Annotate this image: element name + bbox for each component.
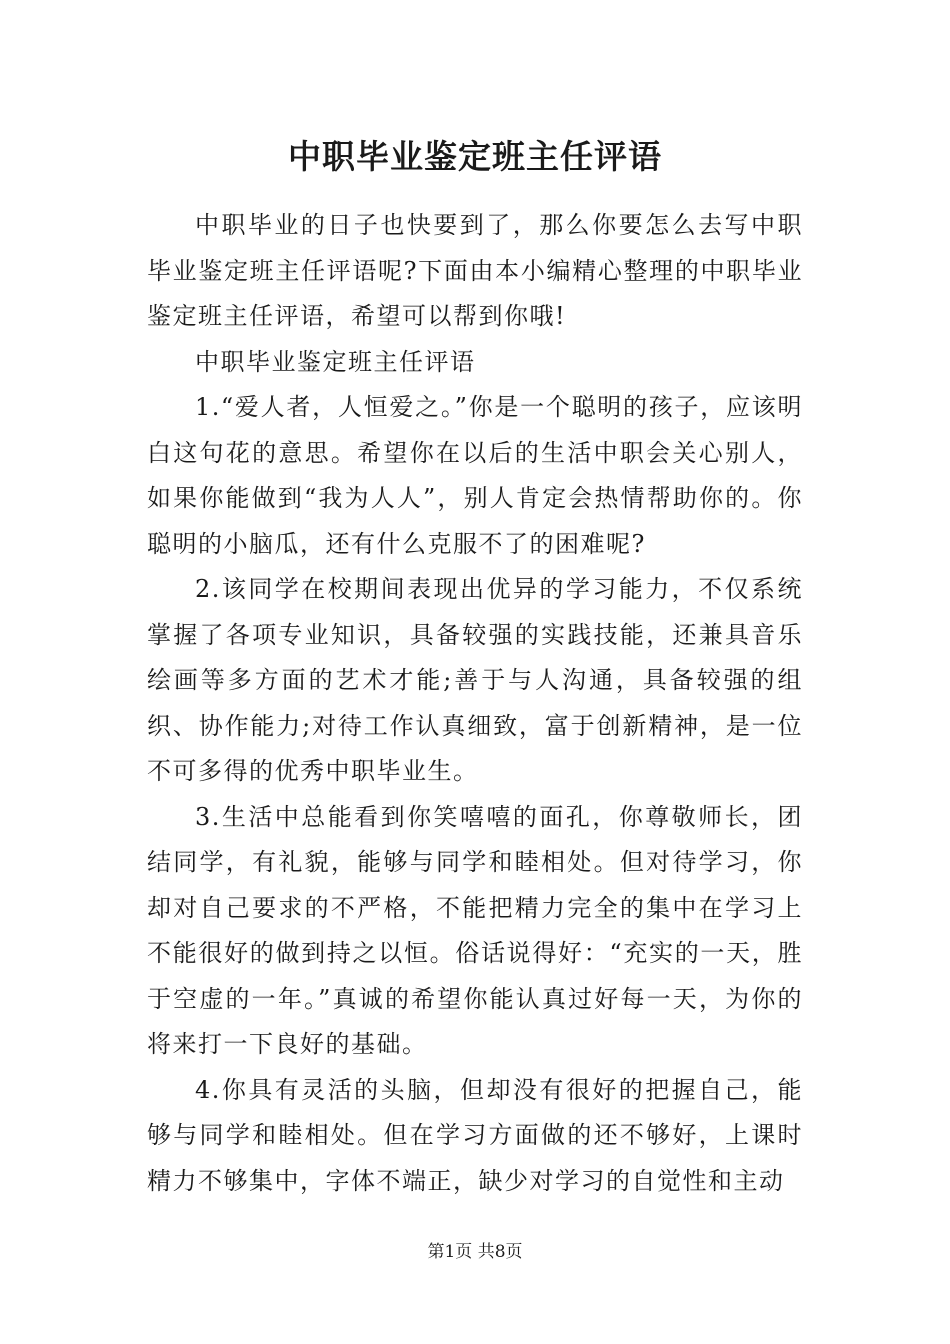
paragraph-subheading: 中职毕业鉴定班主任评语 bbox=[195, 347, 476, 376]
document-title: 中职毕业鉴定班主任评语 bbox=[288, 137, 662, 176]
paragraph-comment-1: 1.“爱人者，人恒爱之。”你是一个聪明的孩子，应该明白这句花的意思。希望你在以后的生活中职会关心别人，如果你能做到“我为人人”，别人肯定会热情帮助你的。你聪明的小脑瓜，还有什么克服不了的困难呢? bbox=[147, 393, 803, 558]
document-body bbox=[147, 203, 803, 1204]
page-footer: 第1页 共8页 bbox=[427, 1242, 523, 1262]
paragraph-comment-4: 4.你具有灵活的头脑，但却没有很好的把握自己，能够与同学和睦相处。但在学习方面做的还不够好，上课时精力不够集中，字体不端正，缺少对学习的自觉性和主动 bbox=[147, 1075, 803, 1195]
paragraph-comment-2: 2.该同学在校期间表现出优异的学习能力，不仅系统掌握了各项专业知识，具备较强的实践技能，还兼具音乐绘画等多方面的艺术才能;善于与人沟通，具备较强的组织、协作能力;对待工作认真细致，富于创新精神，是一位不可多得的优秀中职毕业生。 bbox=[147, 575, 803, 785]
paragraph-intro: 中职毕业的日子也快要到了，那么你要怎么去写中职毕业鉴定班主任评语呢?下面由本小编精心整理的中职毕业鉴定班主任评语，希望可以帮到你哦! bbox=[147, 211, 803, 330]
paragraph-comment-3: 3.生活中总能看到你笑嘻嘻的面孔，你尊敬师长，团结同学，有礼貌，能够与同学和睦相处。但对待学习，你却对自己要求的不严格，不能把精力完全的集中在学习上不能很好的做到持之以恒。俗话说得好：“充实的一天，胜于空虚的一年。”真诚的希望你能认真过好每一天，为你的将来打一下良好的基础。 bbox=[147, 802, 803, 1058]
